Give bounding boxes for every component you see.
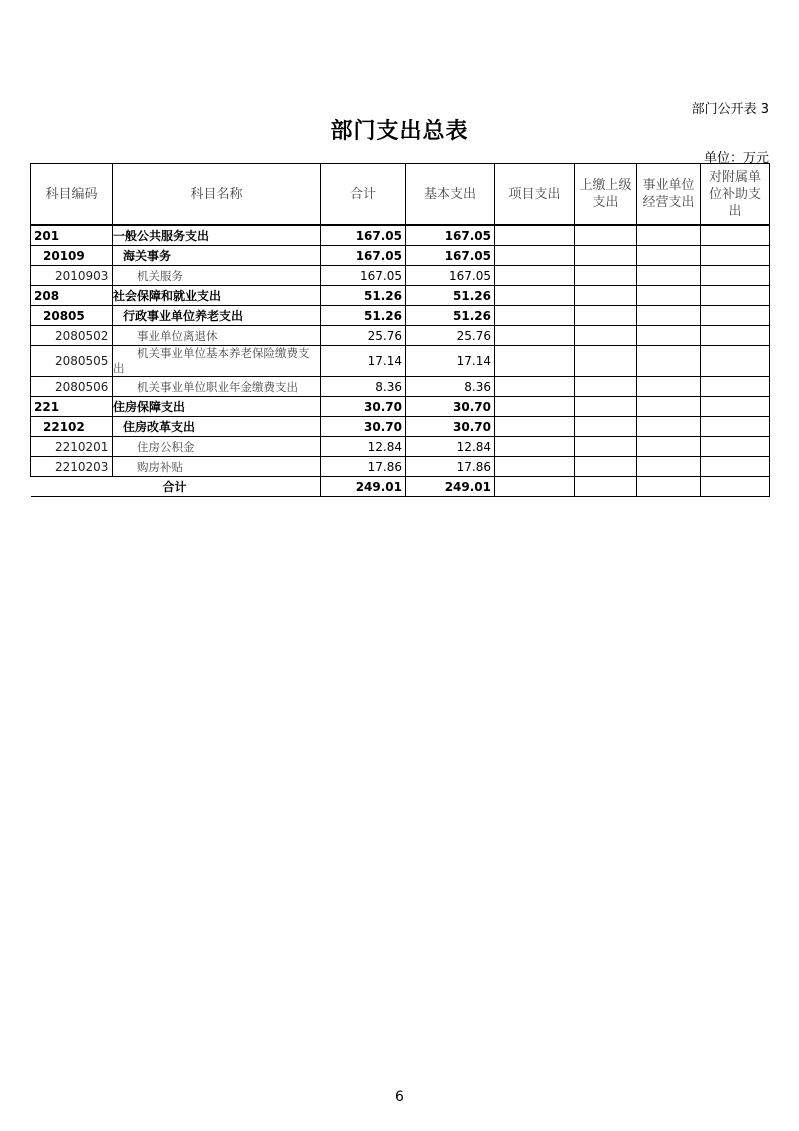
business-cell (637, 377, 701, 397)
subsidy-cell (701, 477, 770, 497)
basic-cell: 51.26 (406, 306, 495, 326)
subject-name: 一般公共服务支出 (113, 225, 321, 246)
table-row (31, 225, 770, 246)
subsidy-cell (701, 326, 770, 346)
subsidy-cell (701, 246, 770, 266)
total-cell: 167.05 (321, 266, 406, 286)
business-cell (637, 246, 701, 266)
column-header: 事业单位经营支出 (637, 164, 701, 226)
subject-name: 住房改革支出 (113, 417, 321, 437)
upper-cell (575, 437, 637, 457)
table-row (31, 346, 770, 377)
basic-cell: 167.05 (406, 225, 495, 246)
table-row (31, 377, 770, 397)
expenditure-table (30, 163, 770, 497)
subsidy-cell (701, 306, 770, 326)
subject-code: 2010903 (31, 266, 113, 286)
subsidy-cell (701, 377, 770, 397)
project-cell (495, 286, 575, 306)
project-cell (495, 306, 575, 326)
business-cell (637, 286, 701, 306)
subject-code: 208 (31, 286, 113, 306)
subject-name: 机关事业单位职业年金缴费支出 (113, 377, 321, 397)
basic-cell: 12.84 (406, 437, 495, 457)
unit-label: 单位：万元 (703, 151, 769, 166)
subject-code: 221 (31, 397, 113, 417)
subject-name: 住房保障支出 (113, 397, 321, 417)
total-row (31, 477, 770, 497)
business-cell (637, 266, 701, 286)
project-cell (495, 326, 575, 346)
upper-cell (575, 286, 637, 306)
subject-code: 22102 (31, 417, 113, 437)
total-cell: 51.26 (321, 286, 406, 306)
total-label-spacer (31, 477, 113, 497)
upper-cell (575, 417, 637, 437)
subject-code: 2080506 (31, 377, 113, 397)
total-cell: 167.05 (321, 225, 406, 246)
total-cell: 25.76 (321, 326, 406, 346)
upper-cell (575, 346, 637, 377)
project-cell (495, 457, 575, 477)
subsidy-cell (701, 417, 770, 437)
subsidy-cell (701, 457, 770, 477)
subsidy-cell (701, 397, 770, 417)
subject-name: 海关事务 (113, 246, 321, 266)
subsidy-cell (701, 286, 770, 306)
project-cell (495, 346, 575, 377)
subject-code: 20805 (31, 306, 113, 326)
project-cell (495, 266, 575, 286)
subject-name: 机关服务 (113, 266, 321, 286)
project-cell (495, 477, 575, 497)
subject-code: 2080505 (31, 346, 113, 377)
upper-cell (575, 397, 637, 417)
business-cell (637, 477, 701, 497)
basic-cell: 167.05 (406, 266, 495, 286)
table-header-row (31, 164, 770, 226)
subject-code: 201 (31, 225, 113, 246)
table-row (31, 246, 770, 266)
total-cell: 12.84 (321, 437, 406, 457)
subject-name: 住房公积金 (113, 437, 321, 457)
basic-cell: 25.76 (406, 326, 495, 346)
table-row (31, 306, 770, 326)
project-cell (495, 397, 575, 417)
subsidy-cell (701, 225, 770, 246)
total-cell: 30.70 (321, 397, 406, 417)
business-cell (637, 326, 701, 346)
subject-name: 行政事业单位养老支出 (113, 306, 321, 326)
total-cell: 17.86 (321, 457, 406, 477)
table-row (31, 326, 770, 346)
basic-cell: 249.01 (406, 477, 495, 497)
table-row (31, 266, 770, 286)
column-header: 对附属单位补助支出 (701, 164, 770, 226)
project-cell (495, 225, 575, 246)
column-header: 合计 (321, 164, 406, 226)
subject-code: 2080502 (31, 326, 113, 346)
subject-name: 社会保障和就业支出 (113, 286, 321, 306)
subsidy-cell (701, 266, 770, 286)
subject-code: 2210201 (31, 437, 113, 457)
table-row (31, 417, 770, 437)
business-cell (637, 346, 701, 377)
project-cell (495, 246, 575, 266)
subject-name: 机关事业单位基本养老保险缴费支出 (113, 346, 321, 377)
business-cell (637, 225, 701, 246)
project-cell (495, 437, 575, 457)
column-header: 科目编码 (31, 164, 113, 226)
upper-cell (575, 326, 637, 346)
subsidy-cell (701, 437, 770, 457)
project-cell (495, 417, 575, 437)
subject-code: 2210203 (31, 457, 113, 477)
total-label: 合计 (113, 477, 321, 497)
table-row (31, 286, 770, 306)
upper-cell (575, 377, 637, 397)
project-cell (495, 377, 575, 397)
column-header: 基本支出 (406, 164, 495, 226)
upper-cell (575, 477, 637, 497)
total-cell: 8.36 (321, 377, 406, 397)
total-cell: 17.14 (321, 346, 406, 377)
total-cell: 51.26 (321, 306, 406, 326)
subject-name: 事业单位离退休 (113, 326, 321, 346)
business-cell (637, 397, 701, 417)
column-header: 上缴上级支出 (575, 164, 637, 226)
basic-cell: 17.14 (406, 346, 495, 377)
subsidy-cell (701, 346, 770, 377)
business-cell (637, 457, 701, 477)
page-title: 部门支出总表 (330, 119, 469, 144)
basic-cell: 30.70 (406, 397, 495, 417)
basic-cell: 17.86 (406, 457, 495, 477)
business-cell (637, 437, 701, 457)
subject-code: 20109 (31, 246, 113, 266)
basic-cell: 8.36 (406, 377, 495, 397)
basic-cell: 51.26 (406, 286, 495, 306)
table-row (31, 457, 770, 477)
table-row (31, 397, 770, 417)
upper-cell (575, 306, 637, 326)
upper-cell (575, 246, 637, 266)
upper-cell (575, 225, 637, 246)
column-header: 科目名称 (113, 164, 321, 226)
form-number: 部门公开表 3 (691, 102, 769, 117)
upper-cell (575, 266, 637, 286)
total-cell: 30.70 (321, 417, 406, 437)
basic-cell: 30.70 (406, 417, 495, 437)
total-cell: 249.01 (321, 477, 406, 497)
basic-cell: 167.05 (406, 246, 495, 266)
upper-cell (575, 457, 637, 477)
total-cell: 167.05 (321, 246, 406, 266)
page-number: 6 (395, 1089, 404, 1105)
business-cell (637, 306, 701, 326)
column-header: 项目支出 (495, 164, 575, 226)
business-cell (637, 417, 701, 437)
table-row (31, 437, 770, 457)
subject-name: 购房补贴 (113, 457, 321, 477)
